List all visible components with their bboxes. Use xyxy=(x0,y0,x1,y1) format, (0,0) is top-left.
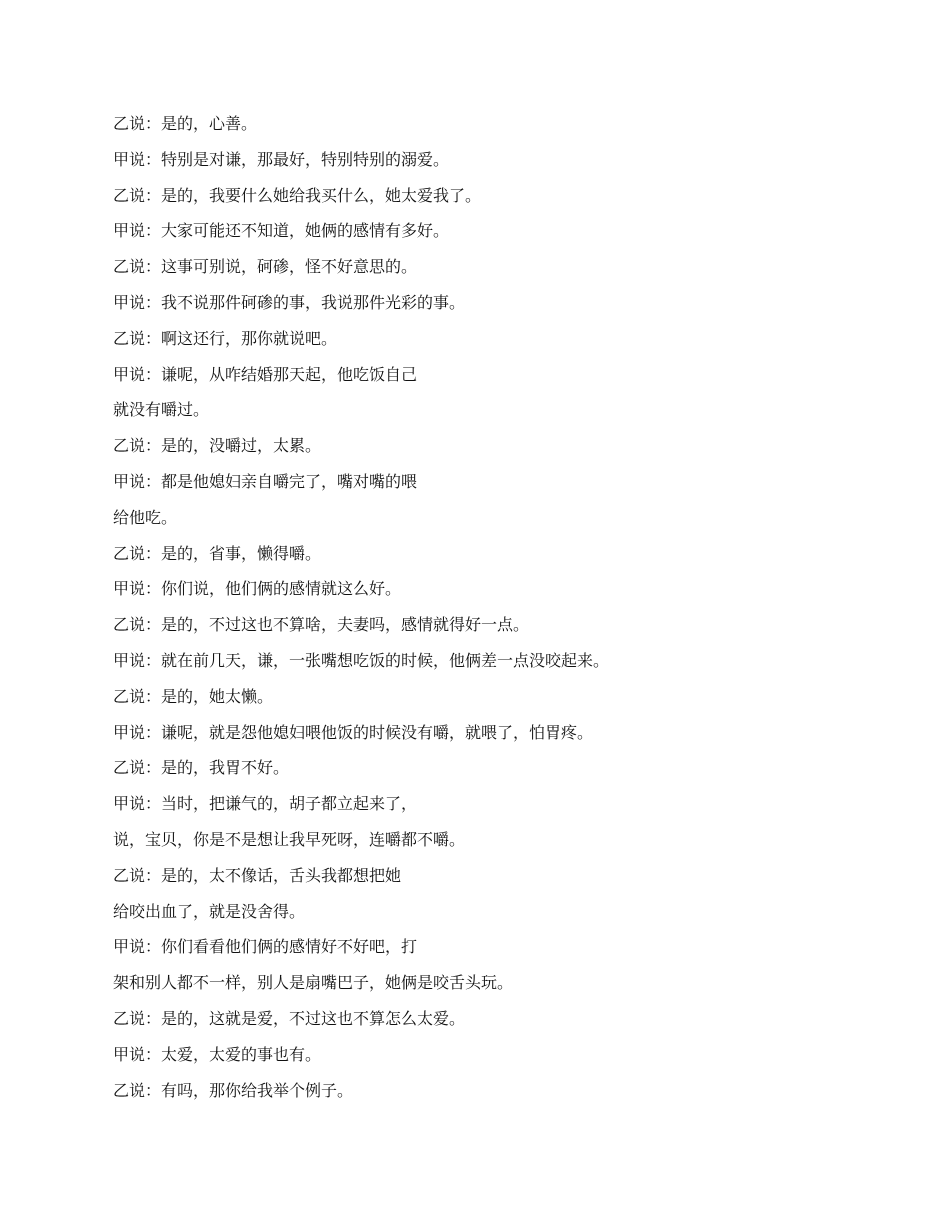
text-line: 甲说：我不说那件砢碜的事，我说那件光彩的事。 xyxy=(113,292,466,312)
dialogue-text xyxy=(113,111,913,1113)
text-line: 乙说：是的，这就是爱，不过这也不算怎么太爱。 xyxy=(113,1008,466,1028)
text-line: 乙说：是的，她太懒。 xyxy=(113,686,274,706)
text-line: 乙说：这事可别说，砢碜，怪不好意思的。 xyxy=(113,257,418,277)
text-line: 乙说：是的，太不像话，舌头我都想把她 xyxy=(113,865,402,885)
text-line: 乙说：是的，没嚼过，太累。 xyxy=(113,436,322,456)
text-line: 说，宝贝，你是不是想让我早死呀，连嚼都不嚼。 xyxy=(113,829,466,849)
text-line: 甲说：谦呢，就是怨他媳妇喂他饭的时候没有嚼，就喂了，怕胃疼。 xyxy=(113,722,594,742)
text-line: 乙说：是的，我胃不好。 xyxy=(113,758,290,778)
text-line: 甲说：都是他媳妇亲自嚼完了，嘴对嘴的喂 xyxy=(113,471,418,491)
text-line: 甲说：特别是对谦，那最好，特别特别的溺爱。 xyxy=(113,149,450,169)
text-line: 给咬出血了，就是没舍得。 xyxy=(113,901,306,921)
text-line: 乙说：是的，省事，懒得嚼。 xyxy=(113,543,322,563)
text-line: 甲说：谦呢，从咋结婚那天起，他吃饭自己 xyxy=(113,364,418,384)
text-line: 甲说：太爱，太爱的事也有。 xyxy=(113,1044,322,1064)
text-line: 给他吃。 xyxy=(113,507,178,527)
text-line: 乙说：有吗，那你给我举个例子。 xyxy=(113,1080,354,1100)
text-line: 甲说：你们看看他们俩的感情好不好吧，打 xyxy=(113,937,418,957)
text-line: 乙说：是的，不过这也不算啥，夫妻吗，感情就得好一点。 xyxy=(113,615,530,635)
text-line: 甲说：你们说，他们俩的感情就这么好。 xyxy=(113,579,402,599)
text-line: 乙说：是的，我要什么她给我买什么，她太爱我了。 xyxy=(113,185,482,205)
text-line: 乙说：是的，心善。 xyxy=(113,114,258,133)
text-line: 甲说：当时，把谦气的，胡子都立起来了， xyxy=(113,794,418,814)
text-line: 甲说：大家可能还不知道，她俩的感情有多好。 xyxy=(113,221,450,241)
text-line: 甲说：就在前几天，谦，一张嘴想吃饭的时候，他俩差一点没咬起来。 xyxy=(113,650,610,670)
text-line: 乙说：啊这还行，那你就说吧。 xyxy=(113,328,338,348)
text-line: 就没有嚼过。 xyxy=(113,400,210,420)
text-line: 架和别人都不一样，别人是扇嘴巴子，她俩是咬舌头玩。 xyxy=(113,973,514,993)
